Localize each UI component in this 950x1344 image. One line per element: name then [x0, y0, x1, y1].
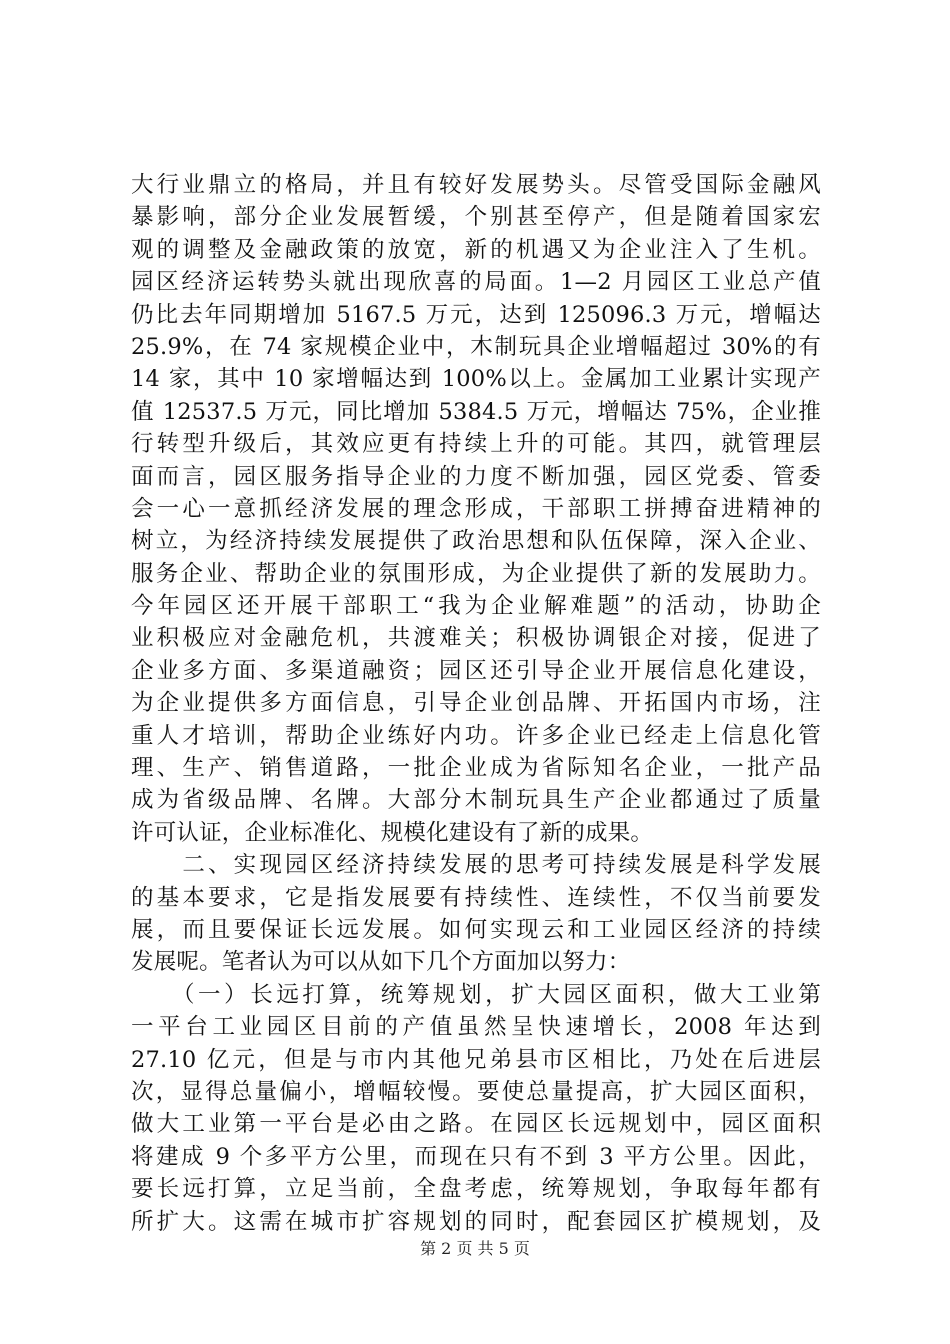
text-line: 园区经济运转势头就出现欣喜的局面。1—2 月园区工业总产值: [131, 269, 821, 296]
text-line: 大行业鼎立的格局，并且有较好发展势头。尽管受国际金融风: [131, 172, 821, 198]
text-line: 为企业提供多方面信息，引导企业创品牌、开拓国内市场，注: [131, 690, 821, 717]
text-line: 重人才培训，帮助企业练好内功。许多企业已经走上信息化管: [131, 722, 821, 749]
text-line: 成为省级品牌、名牌。大部分木制玩具生产企业都通过了质量: [131, 787, 821, 814]
page-footer: 第 2 页 共 5 页: [420, 1239, 530, 1258]
text-line: 25.9%，在 74 家规模企业中，木制玩具企业增幅超过 30%的有: [131, 333, 821, 360]
text-line: 27.10 亿元，但是与市内其他兄弟县市区相比，乃处在后进层: [131, 1046, 821, 1073]
text-line: 仍比去年同期增加 5167.5 万元，达到 125096.3 万元，增幅达: [131, 301, 821, 328]
text-line: 许可认证，企业标准化、规模化建设有了新的成果。: [131, 819, 654, 846]
text-line: 树立，为经济持续发展提供了政治思想和队伍保障，深入企业、: [131, 528, 821, 555]
text-line: 发展呢。笔者认为可以从如下几个方面加以努力：: [131, 949, 631, 976]
text-line: 暴影响，部分企业发展暂缓，个别甚至停产，但是随着国家宏: [131, 204, 821, 231]
text-line: 做大工业第一平台是必由之路。在园区长远规划中，园区面积: [131, 1111, 821, 1138]
text-line: 企业多方面、多渠道融资；园区还引导企业开展信息化建设，: [131, 657, 821, 684]
text-line: 行转型升级后，其效应更有持续上升的可能。其四，就管理层: [131, 431, 821, 458]
text-line: 值 12537.5 万元，同比增加 5384.5 万元，增幅达 75%，企业推: [131, 398, 821, 425]
text-line: 今年园区还开展干部职工“我为企业解难题”的活动，协助企: [131, 593, 821, 620]
text-line: 将建成 9 个多平方公里，而现在只有不到 3 平方公里。因此，: [131, 1143, 821, 1170]
text-line: 面而言，园区服务指导企业的力度不断加强，园区党委、管委: [131, 463, 821, 490]
text-line: 二、实现园区经济持续发展的思考可持续发展是科学发展: [131, 852, 821, 879]
text-line: （一）长远打算，统筹规划，扩大园区面积，做大工业第: [131, 981, 821, 1008]
text-line: 14 家，其中 10 家增幅达到 100%以上。金属加工业累计实现产: [131, 366, 821, 393]
text-line: 次，显得总量偏小，增幅较慢。要使总量提高，扩大园区面积，: [131, 1078, 821, 1105]
text-line: 观的调整及金融政策的放宽，新的机遇又为企业注入了生机。: [131, 236, 821, 263]
text-line: 理、生产、销售道路，一批企业成为省际知名企业，一批产品: [131, 755, 821, 782]
text-line: 要长远打算，立足当前，全盘考虑，统筹规划，争取每年都有: [131, 1176, 821, 1203]
text-line: 一平台工业园区目前的产值虽然呈快速增长，2008 年达到: [131, 1014, 821, 1041]
body-text: [131, 169, 821, 1238]
text-line: 会一心一意抓经济发展的理念形成，干部职工拼搏奋进精神的: [131, 495, 821, 522]
text-line: 业积极应对金融危机，共渡难关；积极协调银企对接，促进了: [131, 625, 821, 652]
text-line: 所扩大。这需在城市扩容规划的同时，配套园区扩模规划，及: [131, 1208, 821, 1235]
text-line: 的基本要求，它是指发展要有持续性、连续性，不仅当前要发: [131, 884, 821, 911]
text-line: 展，而且要保证长远发展。如何实现云和工业园区经济的持续: [131, 916, 821, 943]
text-line: 服务企业、帮助企业的氛围形成，为企业提供了新的发展助力。: [131, 560, 821, 587]
